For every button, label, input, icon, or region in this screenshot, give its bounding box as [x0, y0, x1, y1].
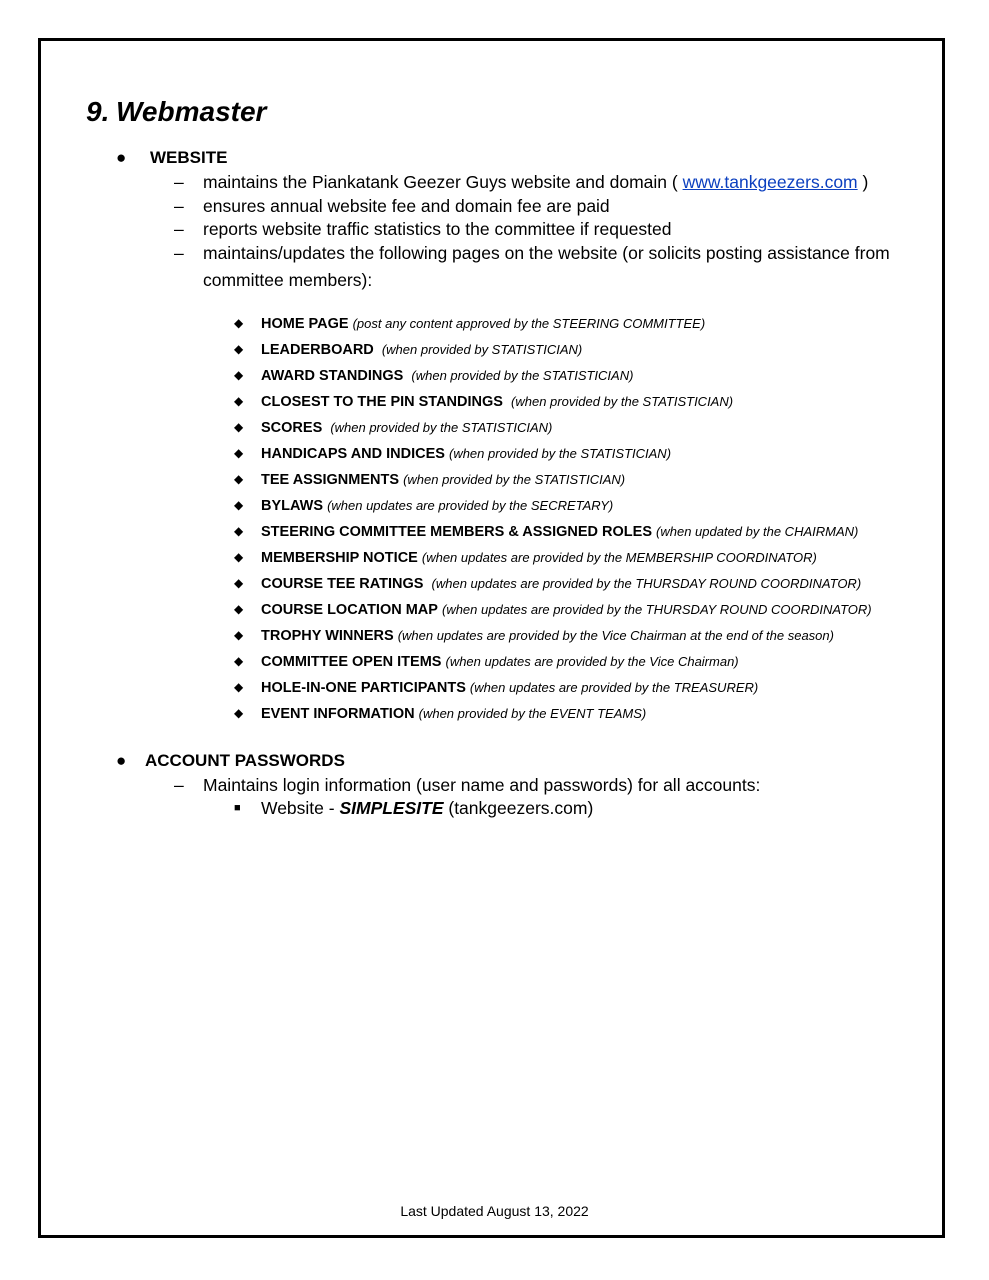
- page-list-item: ◆ HANDICAPS AND INDICES (when provided by the STATISTICIAN): [234, 446, 672, 462]
- diamond-icon: ◆: [234, 706, 244, 720]
- last-updated-footer: Last Updated August 13, 2022: [400, 1203, 589, 1219]
- diamond-icon: ◆: [234, 524, 244, 538]
- diamond-icon: ◆: [234, 420, 244, 434]
- website-link[interactable]: www.tankgeezers.com: [682, 172, 858, 192]
- page-list-item: ◆ HOME PAGE (post any content approved by the STEERING COMMITTEE): [234, 316, 706, 332]
- duty-item: – maintains/updates the following pages on the website (or solicits posting assistance from: [174, 243, 890, 263]
- page-list-item: ◆ COURSE LOCATION MAP (when updates are provided by the THURSDAY ROUND COORDINATOR): [234, 602, 872, 618]
- diamond-icon: ◆: [234, 316, 244, 330]
- diamond-icon: ◆: [234, 628, 244, 642]
- website-heading: WEBSITE: [150, 148, 228, 167]
- section-title-text: Webmaster: [116, 96, 267, 127]
- page-list-item: ◆ BYLAWS (when updates are provided by the SECRETARY): [234, 498, 614, 514]
- diamond-icon: ◆: [234, 342, 244, 356]
- bullet-dot-icon: ●: [116, 148, 127, 167]
- page-list-item: ◆ TEE ASSIGNMENTS (when provided by the STATISTICIAN): [234, 472, 626, 488]
- page-list-item: ◆ HOLE-IN-ONE PARTICIPANTS (when updates are provided by the TREASURER): [234, 680, 759, 696]
- page-list-item: ◆ EVENT INFORMATION (when provided by the EVENT TEAMS): [234, 706, 647, 722]
- page-list-item: ◆ STEERING COMMITTEE MEMBERS & ASSIGNED ROLES (when updated by the CHAIRMAN): [234, 524, 859, 540]
- diamond-icon: ◆: [234, 498, 244, 512]
- diamond-icon: ◆: [234, 576, 244, 590]
- page-list-item: ◆ TROPHY WINNERS (when updates are provided by the Vice Chairman at the end of the season): [234, 628, 834, 644]
- account-item: ■ Website - SIMPLESITE (tankgeezers.com): [234, 798, 594, 818]
- duty-item: – Maintains login information (user name and passwords) for all accounts:: [174, 775, 761, 795]
- page-list-item: ◆ LEADERBOARD (when provided by STATISTICIAN): [234, 342, 583, 358]
- diamond-icon: ◆: [234, 550, 244, 564]
- diamond-icon: ◆: [234, 680, 244, 694]
- duty-item: – reports website traffic statistics to the committee if requested: [174, 219, 672, 239]
- duty-item: – ensures annual website fee and domain fee are paid: [174, 196, 610, 216]
- diamond-icon: ◆: [234, 446, 244, 460]
- dash-icon: –: [174, 172, 184, 192]
- page-list-item: ◆ MEMBERSHIP NOTICE (when updates are provided by the MEMBERSHIP COORDINATOR): [234, 550, 817, 566]
- section-number: 9.: [86, 96, 110, 127]
- duty-continuation: committee members):: [203, 270, 373, 290]
- diamond-icon: ◆: [234, 472, 244, 486]
- diamond-icon: ◆: [234, 602, 244, 616]
- dash-icon: –: [174, 196, 184, 216]
- duty-item: – maintains the Piankatank Geezer Guys website and domain ( www.tankgeezers.com ): [174, 172, 869, 192]
- bullet-dot-icon: ●: [116, 751, 127, 770]
- page-list-item: ◆ CLOSEST TO THE PIN STANDINGS (when provided by the STATISTICIAN): [234, 394, 734, 410]
- page-list-item: ◆ COURSE TEE RATINGS (when updates are provided by the THURSDAY ROUND COORDINATOR): [234, 576, 862, 592]
- dash-icon: –: [174, 775, 184, 795]
- section-title: [86, 96, 266, 128]
- page-list-item: ◆ SCORES (when provided by the STATISTICIAN): [234, 420, 553, 436]
- account-passwords-heading: ACCOUNT PASSWORDS: [145, 751, 345, 770]
- page-list-item: ◆ COMMITTEE OPEN ITEMS (when updates are provided by the Vice Chairman): [234, 654, 739, 670]
- diamond-icon: ◆: [234, 654, 244, 668]
- diamond-icon: ◆: [234, 394, 244, 408]
- square-bullet-icon: ■: [234, 802, 241, 814]
- diamond-icon: ◆: [234, 368, 244, 382]
- page-list-item: ◆ AWARD STANDINGS (when provided by the STATISTICIAN): [234, 368, 634, 384]
- dash-icon: –: [174, 219, 184, 239]
- dash-icon: –: [174, 243, 184, 263]
